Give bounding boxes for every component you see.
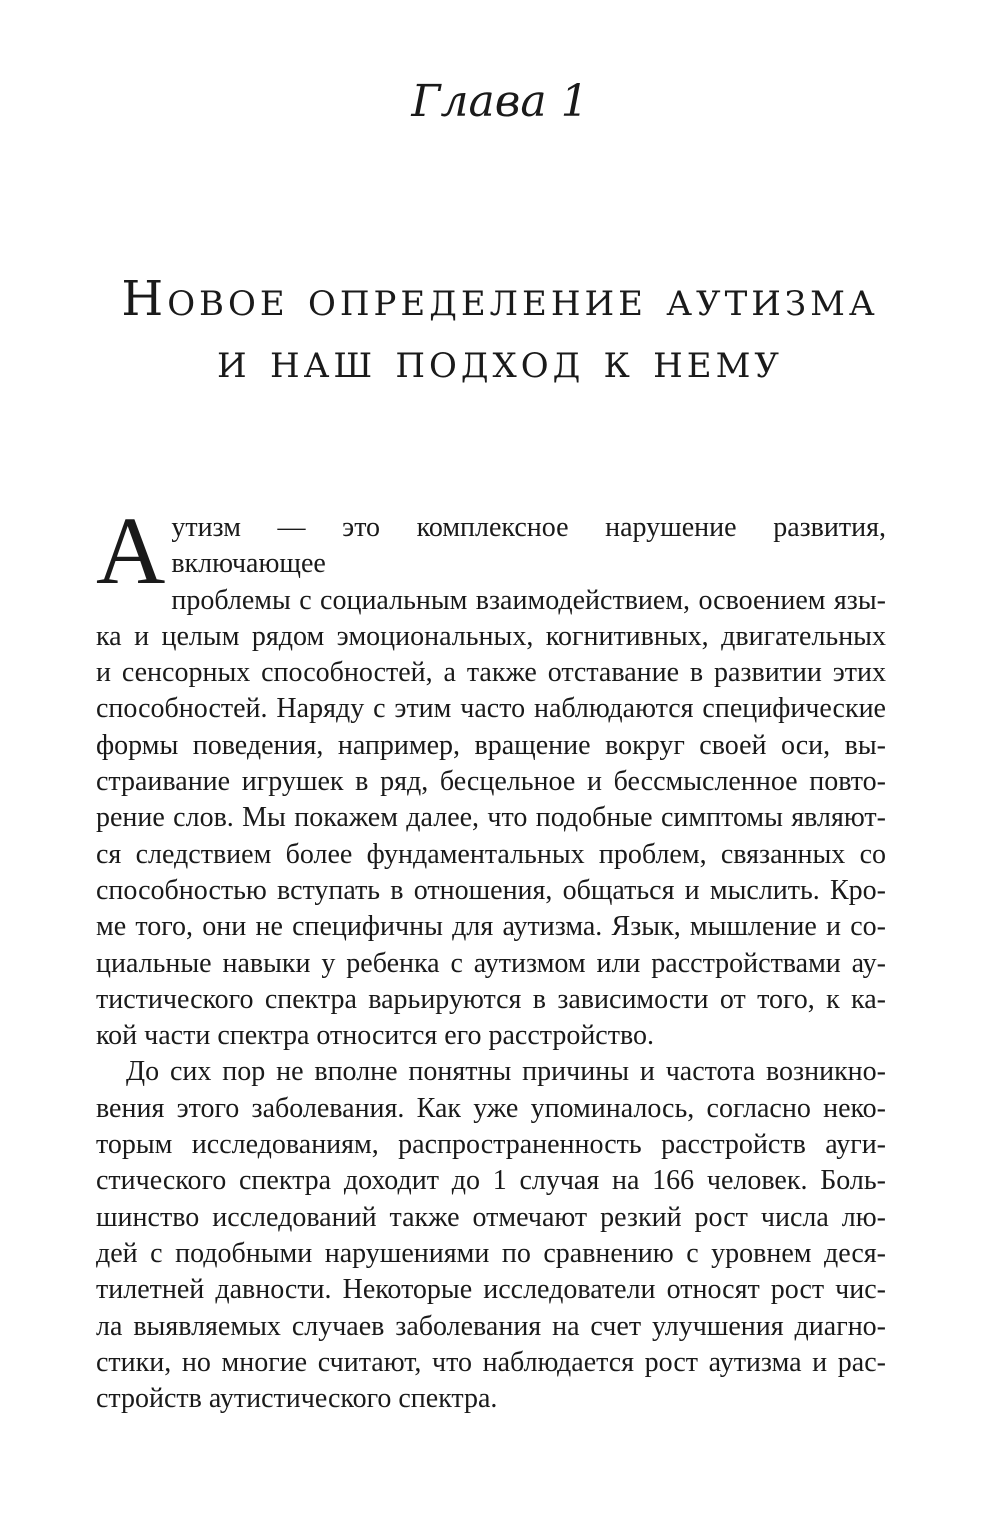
drop-cap: А [96,497,166,604]
text-line: проблемы с социальным взаимодействием, освоением язы- [171,584,886,616]
text-line: страивание игрушек в ряд, бесцельное и бессмысленное повто- [96,766,886,798]
text-line: стического спектра доходит до 1 случая на 166 человек. Боль- [96,1165,886,1197]
text-line: ме того, они не специфичны для аутизма. Язык, мышление и со- [96,911,886,943]
text-line: стройств аутистического спектра. [96,1383,498,1415]
text-line: стики, но многие считают, что наблюдается рост аутизма и рас- [96,1346,886,1378]
chapter-number: Глава 1 [411,76,589,127]
text-line: тистического спектра варьируются в зависимости от того, к ка- [96,983,886,1015]
text-line: рение слов. Мы покажем далее, что подобные симптомы являют- [96,802,886,834]
text-line: циальные навыки у ребенка с аутизмом или расстройствами ау- [96,947,886,979]
chapter-title-line-2: и наш подход к нему [217,333,783,389]
text-line: способностью вступать в отношения, общаться и мыслить. Кро- [96,874,886,906]
text-line: формы поведения, например, вращение вокруг своей оси, вы- [96,729,886,761]
text-line: дей с подобными нарушениями по сравнению с уровнем деся- [96,1237,886,1269]
text-line: способностей. Наряду с этим часто наблюдаются специфические [96,693,886,725]
paragraph-1 [96,497,886,1054]
text-line: торым исследованиям, распространенность расстройств ауги- [96,1129,886,1161]
text-line: ся следствием более фундаментальных проблем, связанных со [96,838,886,870]
body-text [96,497,886,1417]
chapter-title-line-1: Новое определение аутизма [121,271,879,327]
paragraph-2 [96,1054,886,1417]
chapter-title [0,268,1000,392]
text-line: шинство исследований также отмечают резкий рост числа лю- [96,1201,886,1233]
text-line: кой части спектра относится его расстройство. [96,1020,655,1052]
text-line: и сенсорных способностей, а также отставание в развитии этих [96,657,886,689]
text-line: тилетней давности. Некоторые исследователи относят рост чис- [96,1274,886,1306]
text-line: До сих пор не вполне понятны причины и частота возникно- [126,1056,886,1088]
text-line: вения этого заболевания. Как уже упоминалось, согласно неко- [96,1092,886,1124]
text-line: ка и целым рядом эмоциональных, когнитивных, двигательных [96,620,886,652]
text-line: ла выявляемых случаев заболевания на счет улучшения диагно- [96,1310,886,1342]
text-line: утизм — это комплексное нарушение развития, включающее [171,512,886,580]
